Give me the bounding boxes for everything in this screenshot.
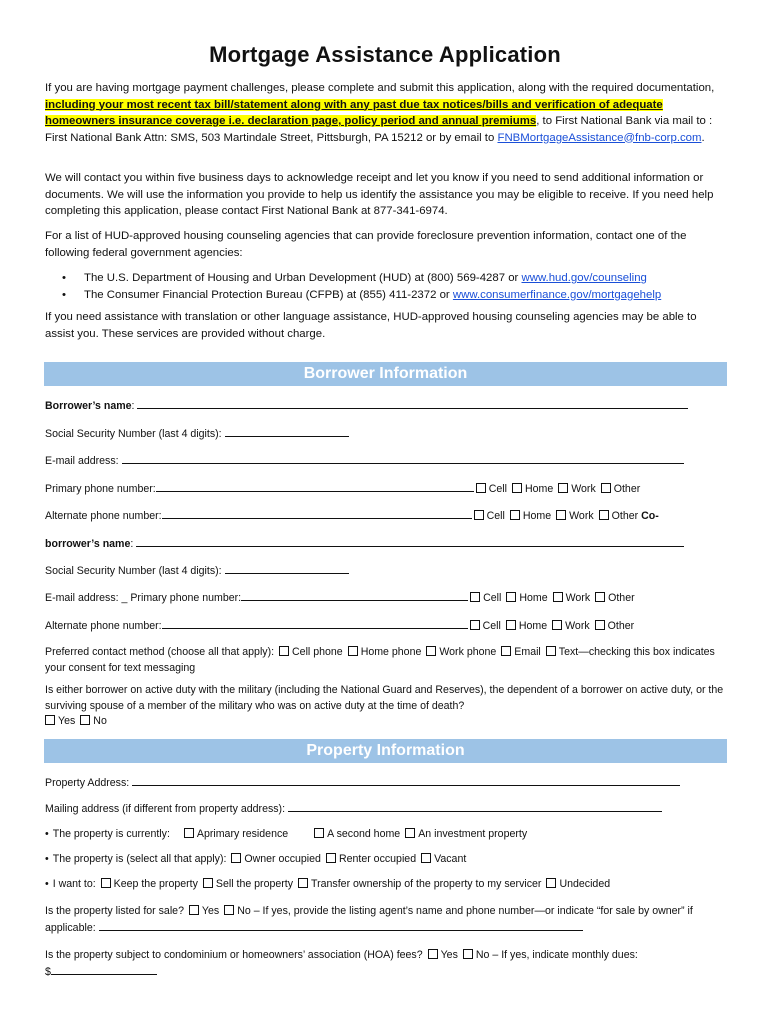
coborrower-name-row	[45, 536, 725, 553]
co-alternate-phone-field[interactable]	[162, 618, 468, 629]
military-row	[45, 683, 725, 730]
property-section-header: Property Information	[44, 739, 727, 763]
dollar-sign: $	[45, 965, 51, 978]
borrower-name-field[interactable]	[137, 398, 688, 409]
work-checkbox[interactable]	[553, 592, 563, 602]
bullet: •	[45, 828, 49, 840]
ssn-field[interactable]	[225, 426, 349, 437]
list-item	[45, 287, 725, 304]
investment-property-checkbox[interactable]	[405, 828, 415, 838]
sale-yes-checkbox[interactable]	[189, 905, 199, 915]
borrower-name-row	[45, 398, 725, 415]
colon: :	[131, 400, 135, 412]
other-checkbox[interactable]	[599, 510, 609, 520]
sell-property-checkbox[interactable]	[203, 878, 213, 888]
primary-residence-checkbox[interactable]	[184, 828, 194, 838]
cell-phone-label: Cell phone	[292, 646, 343, 658]
email-option-label: Email	[514, 646, 541, 658]
home-label: Home	[518, 620, 548, 632]
home-checkbox[interactable]	[506, 592, 516, 602]
work-label: Work	[565, 620, 590, 632]
email-field[interactable]	[122, 453, 684, 464]
contact-method-label: Preferred contact method (choose all that apply):	[45, 646, 275, 658]
hoa-dues-label: – If yes, indicate monthly dues:	[492, 949, 638, 961]
other-checkbox[interactable]	[595, 592, 605, 602]
yes-label: Yes	[58, 715, 76, 727]
yes-label: Yes	[440, 949, 458, 961]
co-ssn-row	[45, 563, 725, 580]
transfer-ownership-label: Transfer ownership of the property to my servicer	[311, 878, 542, 890]
property-address-field[interactable]	[132, 775, 680, 786]
work-checkbox[interactable]	[556, 510, 566, 520]
property-address-label: Property Address:	[45, 777, 130, 789]
mailing-address-label: Mailing address (if different from property address):	[45, 803, 286, 815]
transfer-ownership-checkbox[interactable]	[298, 878, 308, 888]
listing-agent-instructions: – If yes, provide the listing agent’s name and phone number—or indicate “for sale by owner” if applicable:	[45, 905, 693, 934]
work-label: Work	[569, 510, 594, 522]
property-is-label: The property is (select all that apply):	[52, 853, 227, 865]
hoa-no-checkbox[interactable]	[463, 949, 473, 959]
ssn-label: Social Security Number (last 4 digits):	[45, 428, 222, 440]
home-checkbox[interactable]	[506, 620, 516, 630]
language-paragraph: If you need assistance with translation or other language assistance, HUD-approved housing counseling agencies may be able to assist you. These services are provided without charge.	[45, 311, 697, 340]
cell-checkbox[interactable]	[470, 592, 480, 602]
second-home-label: A second home	[327, 828, 401, 840]
for-sale-question: Is the property listed for sale?	[45, 905, 184, 917]
text-checkbox[interactable]	[546, 646, 556, 656]
home-checkbox[interactable]	[510, 510, 520, 520]
property-currently-row	[45, 827, 725, 843]
cell-checkbox[interactable]	[474, 510, 484, 520]
other-label: Other	[608, 592, 635, 604]
alternate-phone-label: Alternate phone number:	[45, 510, 162, 522]
contact-paragraph: We will contact you within five business days to acknowledge receipt and let you know if you need to send additional information or documents. We will use the information you provide to help us identify the assistance you may be eligible to receive. If you need help completing this application, please contact First National Bank at 877-341-6974.	[45, 172, 714, 217]
military-no-checkbox[interactable]	[80, 715, 90, 725]
no-label: No	[475, 949, 490, 961]
want-to-row	[45, 877, 725, 893]
other-label: Other	[613, 483, 641, 495]
home-label: Home	[519, 592, 548, 604]
mailing-address-row	[45, 801, 725, 818]
cell-phone-checkbox[interactable]	[279, 646, 289, 656]
hoa-question: Is the property subject to condominium or homeowners’ association (HOA) fees?	[45, 949, 423, 961]
cell-label: Cell	[482, 620, 501, 632]
agency-list	[45, 270, 725, 303]
email-checkbox[interactable]	[501, 646, 511, 656]
renter-occupied-checkbox[interactable]	[326, 853, 336, 863]
other-checkbox[interactable]	[601, 483, 611, 493]
bullet: •	[45, 853, 49, 865]
work-phone-label: Work phone	[439, 646, 497, 658]
want-to-label: I want to:	[52, 878, 96, 890]
vacant-label: Vacant	[434, 853, 467, 865]
page-title: Mortgage Assistance Application	[209, 42, 561, 67]
co-alternate-phone-row	[45, 618, 725, 635]
home-label: Home	[522, 510, 552, 522]
listing-agent-field[interactable]	[99, 920, 583, 931]
bullet: •	[45, 878, 49, 890]
for-sale-row	[45, 904, 725, 936]
email-row	[45, 453, 725, 470]
cell-label: Cell	[488, 483, 507, 495]
work-phone-checkbox[interactable]	[426, 646, 436, 656]
cfpb-text: The Consumer Financial Protection Bureau (CFPB) at (855) 411-2372 or	[84, 288, 453, 301]
co-prefix: Co-	[641, 510, 659, 522]
keep-property-label: Keep the property	[113, 878, 198, 890]
home-phone-checkbox[interactable]	[348, 646, 358, 656]
vacant-checkbox[interactable]	[421, 853, 431, 863]
renter-occupied-label: Renter occupied	[338, 853, 417, 865]
other-checkbox[interactable]	[595, 620, 605, 630]
co-email-phone-row	[45, 590, 725, 607]
other-label: Other	[607, 620, 635, 632]
no-label: No	[237, 905, 251, 917]
ssn-row	[45, 426, 725, 443]
cell-label: Cell	[486, 510, 505, 522]
intro-text: If you are having mortgage payment challenges, please complete and submit this application, along with the required documentation,	[45, 82, 715, 94]
mailing-address-field[interactable]	[288, 801, 662, 812]
coborrower-name-label: borrower’s name	[45, 538, 131, 550]
currently-label: The property is currently:	[52, 828, 170, 840]
co-primary-phone-field[interactable]	[241, 590, 468, 601]
work-checkbox[interactable]	[552, 620, 562, 630]
work-label: Work	[565, 592, 591, 604]
home-label: Home	[524, 483, 554, 495]
alternate-phone-field[interactable]	[162, 508, 472, 519]
required-documents-highlight: including your most recent tax bill/statement along with any past due tax notices/bills and verification of adequate homeowners insurance coverage i.e. declaration page, policy period and annual premiums	[45, 98, 663, 127]
undecided-checkbox[interactable]	[546, 878, 556, 888]
home-checkbox[interactable]	[512, 483, 522, 493]
owner-occupied-checkbox[interactable]	[231, 853, 241, 863]
work-label: Work	[571, 483, 596, 495]
period: .	[701, 131, 705, 144]
primary-residence-label: Aprimary residence	[196, 828, 289, 840]
email-link[interactable]: FNBMortgageAssistance@fnb-corp.com	[497, 131, 702, 144]
hud-paragraph: For a list of HUD-approved housing counseling agencies that can provide foreclosure prevention information, contact one of the following federal government agencies:	[45, 230, 687, 259]
alternate-phone-row	[45, 508, 725, 525]
property-address-row	[45, 775, 725, 792]
co-email-primary-label: E-mail address: _ Primary phone number:	[45, 592, 242, 604]
undecided-label: Undecided	[559, 878, 611, 890]
cell-checkbox[interactable]	[470, 620, 480, 630]
other-label: Other	[611, 510, 639, 522]
co-alternate-phone-label: Alternate phone number:	[45, 620, 162, 632]
investment-property-label: An investment property	[418, 828, 528, 840]
mail-instructions: , to First National Bank via mail to : First National Bank Attn: SMS, 503 Martindale Street, Pittsburgh, PA 15212 or by email to	[45, 115, 713, 144]
borrower-name-label: Borrower’s name	[45, 400, 132, 412]
military-question: Is either borrower on active duty with the military (including the National Guard and Reserves), the dependent of a borrower on active duty, or the surviving spouse of a member of the military who was on active duty at the time of death?	[45, 684, 724, 712]
hoa-yes-checkbox[interactable]	[428, 949, 438, 959]
second-home-checkbox[interactable]	[314, 828, 324, 838]
owner-occupied-label: Owner occupied	[244, 853, 321, 865]
cell-checkbox[interactable]	[476, 483, 486, 493]
borrower-section-header: Borrower Information	[44, 362, 727, 386]
hoa-dues-field[interactable]	[51, 964, 157, 975]
sell-property-label: Sell the property	[215, 878, 294, 890]
hoa-row	[45, 948, 725, 980]
text-option-label: Text—checking this box indicates your consent for text messaging	[45, 646, 715, 674]
home-phone-label: Home phone	[360, 646, 422, 658]
primary-phone-row	[45, 481, 725, 498]
property-is-row	[45, 852, 725, 868]
contact-method-row	[45, 645, 725, 676]
cell-label: Cell	[483, 592, 502, 604]
hud-link[interactable]: www.hud.gov/counseling	[521, 272, 647, 284]
email-label: E-mail address:	[45, 455, 119, 467]
intro-paragraph	[45, 80, 725, 146]
colon: :	[130, 538, 134, 550]
co-ssn-label: Social Security Number (last 4 digits):	[45, 565, 222, 577]
list-item	[45, 270, 725, 287]
cfpb-link[interactable]: www.consumerfinance.gov/mortgagehelp	[452, 288, 662, 301]
keep-property-checkbox[interactable]	[101, 878, 111, 888]
co-ssn-field[interactable]	[225, 563, 349, 574]
military-yes-checkbox[interactable]	[45, 715, 55, 725]
coborrower-name-field[interactable]	[136, 536, 684, 547]
work-checkbox[interactable]	[558, 483, 568, 493]
no-label: No	[93, 715, 107, 727]
hud-text: The U.S. Department of Housing and Urban Development (HUD) at (800) 569-4287 or	[84, 272, 522, 284]
primary-phone-label: Primary phone number:	[45, 483, 156, 495]
primary-phone-field[interactable]	[156, 481, 474, 492]
sale-no-checkbox[interactable]	[224, 905, 234, 915]
yes-label: Yes	[201, 905, 220, 917]
